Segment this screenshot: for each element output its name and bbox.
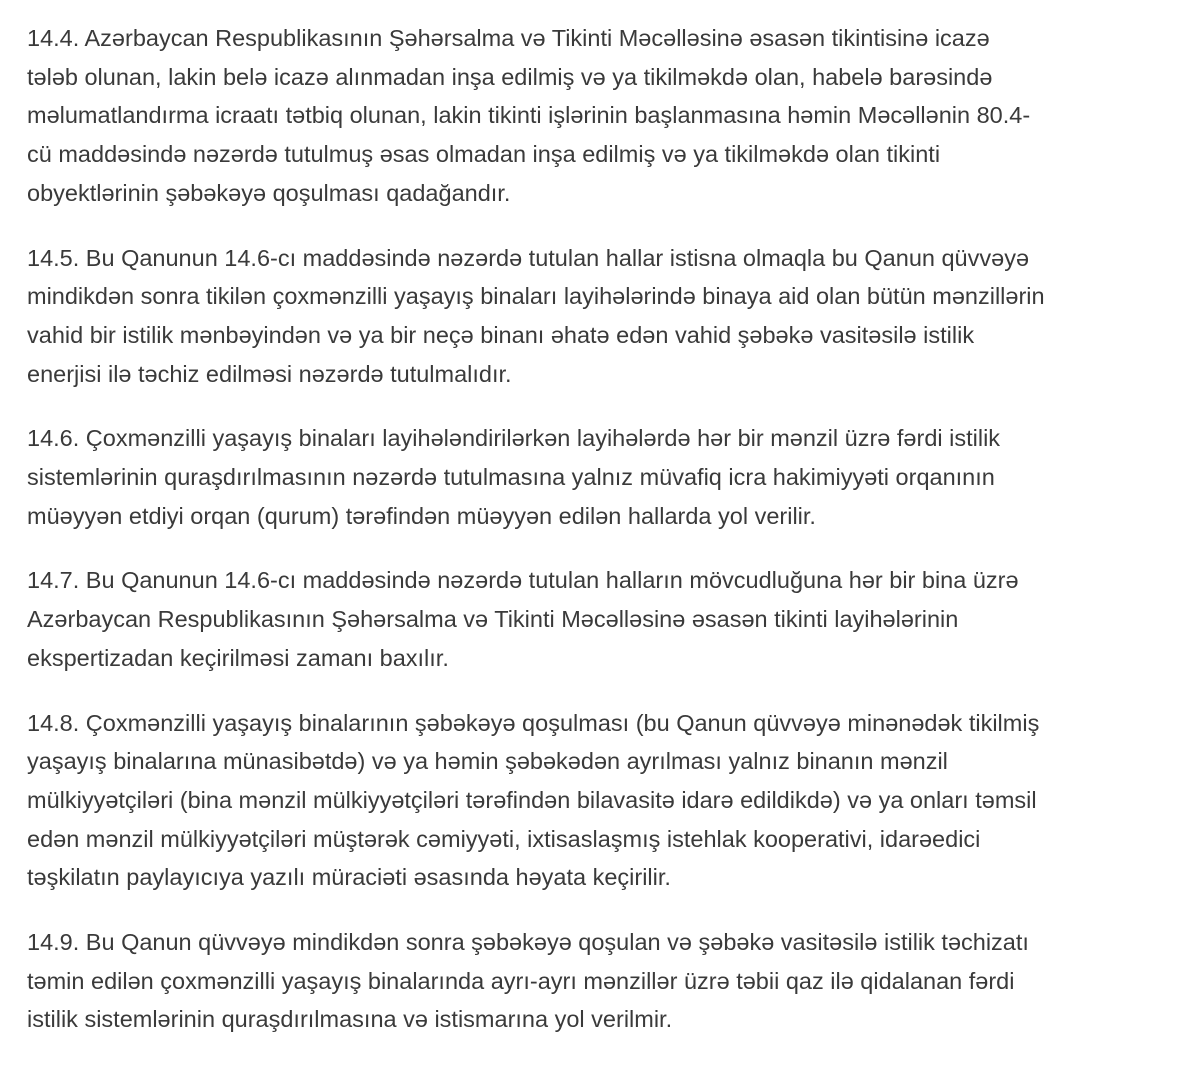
paragraph-14-6: 14.6. Çoxmənzilli yaşayış binaları layihələndirilərkən layihələrdə hər bir mənzil üzrə fərdi istilik sistemlərinin quraşdırılmasının nəzərdə tutulmasına yalnız müvafiq icra hakimiyyəti orqanının müəyyən etdiyi orqan (qurum) tərəfindən müəyyən edilən hallarda yol verilir. — [27, 425, 1001, 529]
paragraph-14-5: 14.5. Bu Qanunun 14.6-cı maddəsində nəzərdə tutulan hallar istisna olmaqla bu Qanun qüvvəyə mindikdən sonra tikilən çoxmənzilli yaşayış binaları layihələrində binaya aid olan bütün mənzillərin vahid bir istilik mənbəyindən və ya bir neçə binanı əhatə edən vahid şəbəkə vasitəsilə istilik enerjisi ilə təchiz edilməsi nəzərdə tutulmalıdır. — [27, 244, 1045, 387]
paragraph-14-9: 14.9. Bu Qanun qüvvəyə mindikdən sonra şəbəkəyə qoşulan və şəbəkə vasitəsilə istilik təchizatı təmin edilən çoxmənzilli yaşayış binalarında ayrı-ayrı mənzillər üzrə təbii qaz ilə qidalanan fərdi istilik sistemlərinin quraşdırılmasına və istismarına yol verilmir. — [27, 929, 1029, 1033]
article-body — [27, 19, 1187, 1065]
paragraph-14-8: 14.8. Çoxmənzilli yaşayış binalarının şəbəkəyə qoşulması (bu Qanun qüvvəyə minənədək tikilmiş yaşayış binalarına münasibətdə) və ya həmin şəbəkədən ayrılması yalnız binanın mənzil mülkiyyətçiləri (bina mənzil mülkiyyətçiləri tərəfindən bilavasitə idarə edildikdə) və ya onları təmsil edən mənzil mülkiyyətçiləri müştərək cəmiyyəti, ixtisaslaşmış istehlak kooperativi, idarəedici təşkilatın paylayıcıya yazılı müraciəti əsasında həyata keçirilir. — [27, 709, 1040, 891]
paragraph-14-4: 14.4. Azərbaycan Respublikasının Şəhərsalma və Tikinti Məcəlləsinə əsasən tikintisinə icazə tələb olunan, lakin belə icazə alınmadan inşa edilmiş və ya tikilməkdə olan, habelə barəsində məlumatlandırma icraatı tətbiq olunan, lakin tikinti işlərinin başlanmasına həmin Məcəllənin 80.4- cü maddəsində nəzərdə tutulmuş əsas olmadan inşa edilmiş və ya tikilməkdə olan tikinti obyektlərinin şəbəkəyə qoşulması qadağandır. — [27, 25, 1031, 206]
paragraph-14-7: 14.7. Bu Qanunun 14.6-cı maddəsində nəzərdə tutulan halların mövcudluğuna hər bir bina üzrə Azərbaycan Respublikasının Şəhərsalma və Tikinti Məcəlləsinə əsasən tikinti layihələrinin ekspertizadan keçirilməsi zamanı baxılır. — [27, 567, 1019, 671]
